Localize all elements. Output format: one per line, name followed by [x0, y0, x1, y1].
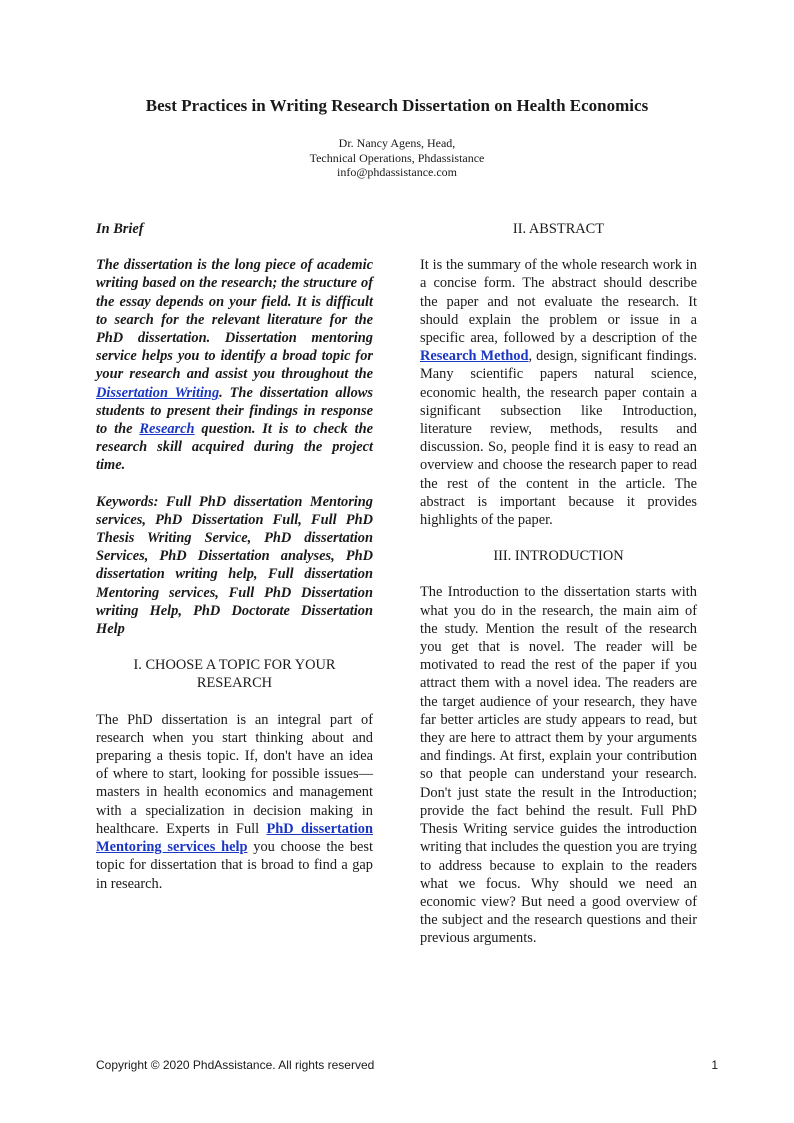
page-footer — [96, 1058, 718, 1072]
left-column — [96, 220, 373, 893]
dissertation-writing-link[interactable]: Dissertation Writing — [96, 384, 220, 401]
author-affiliation: Technical Operations, Phdassistance — [309, 150, 485, 165]
author-block — [0, 136, 794, 180]
section-1-heading-line2: RESEARCH — [196, 675, 273, 692]
section-1-heading-line1: I. CHOOSE A TOPIC FOR YOUR — [133, 657, 336, 674]
section1-text-2: you choose the best topic for dissertation that is broad to find a gap in research. — [96, 839, 373, 892]
brief-text-3: question. It is to check the research skill acquired during the project time. — [96, 421, 373, 474]
section-1-paragraph — [96, 711, 373, 893]
section-1-heading — [96, 656, 373, 692]
abstract-text-1: It is the summary of the whole research work in a concise form. The abstract should describe the paper and not evaluate the research. It should explain the problem or issue in a specific area, followed by a description of the — [420, 257, 697, 347]
in-brief-heading: In Brief — [96, 221, 144, 237]
section1-text-1: The PhD dissertation is an integral part of research when you start thinking about and preparing a thesis topic. If, don't have an idea of where to start, looking for possible issues—masters in health economics and management with a specialization in decision making in healthcare. Experts in Full — [96, 711, 373, 837]
right-column — [420, 220, 697, 948]
page-number: 1 — [711, 1058, 718, 1072]
brief-text-2: . The dissertation allows students to present their findings in response to the — [96, 384, 373, 438]
abstract-heading: II. ABSTRACT — [512, 221, 605, 237]
introduction-paragraph: The Introduction to the dissertation starts with what you do in the research, the main aim of the study. Mention the result of the research you get that is novel. The reader will be motivated to read the rest of the paper if you attract them with a novel idea. The readers are the target audience of your research, they have far better articles are study appears to read, but they are here to attract them by your arguments and findings. At first, explain your contribution so that people can understand your research. Don't just state the result in the Introduction; provide the fact behind the result. Full PhD Thesis Writing service guides the introduction writing that includes the question you are trying to address because to explain to the readers what we focus. Why should we need an economic view? But need a good overview of the subject and the research questions and their previous arguments. — [420, 584, 697, 947]
in-brief-paragraph — [96, 256, 373, 474]
phd-mentoring-link[interactable]: PhD dissertation Mentoring services help — [96, 820, 373, 856]
keywords-paragraph: Keywords: Full PhD dissertation Mentoring services, PhD Dissertation Full, Full PhD Thesis Writing Service, PhD dissertation Services, PhD Dissertation analyses, PhD dissertation writing help, Full dissertation Mentoring services, Full PhD Dissertation writing Help, PhD Doctorate Dissertation Help — [96, 493, 373, 638]
research-method-link[interactable]: Research Method — [420, 348, 529, 365]
brief-text-1: The dissertation is the long piece of academic writing based on the research; the structure of the essay depends on your field. It is difficult to search for the relevant literature for the PhD dissertation. Dissertation mentoring service helps you to identify a broad topic for your research and assist you throughout the — [96, 257, 373, 383]
paper-title: Best Practices in Writing Research Dissertation on Health Economics — [145, 96, 649, 115]
research-link[interactable]: Research — [139, 421, 195, 438]
abstract-paragraph — [420, 256, 697, 529]
copyright-text: Copyright © 2020 PhdAssistance. All rights reserved — [96, 1058, 375, 1072]
author-name: Dr. Nancy Agens, Head, — [338, 136, 456, 150]
abstract-text-2: , design, significant findings. Many scientific papers natural science, economic health, the research paper contain a significant subsection like Introduction, literature review, methods, results and discussion. So, people find it is easy to read an overview and choose the research paper to read the rest of the content in the article. The abstract is important because it provides highlights of the paper. — [420, 348, 697, 529]
introduction-heading: III. INTRODUCTION — [493, 548, 624, 565]
author-email: info@phdassistance.com — [336, 165, 458, 179]
